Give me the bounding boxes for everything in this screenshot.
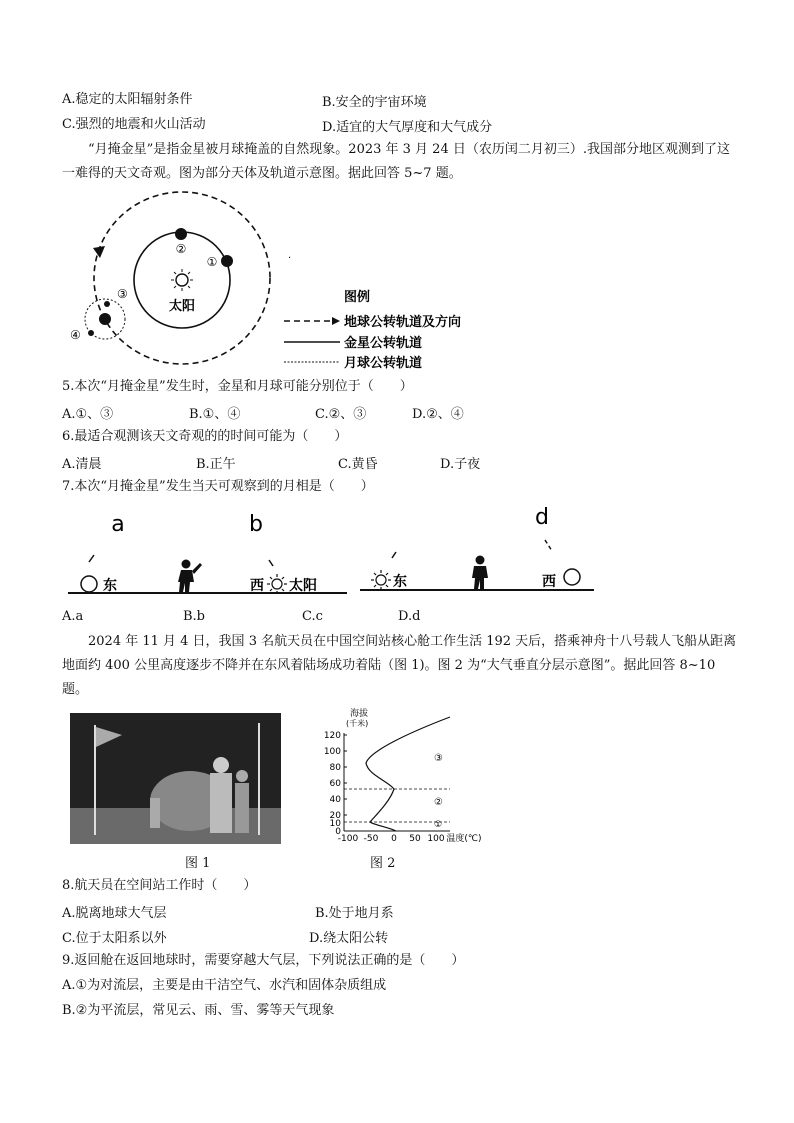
earth-orbit-direction-arrow <box>93 246 105 258</box>
west-label-right: 西 <box>542 574 556 590</box>
svg-text:60: 60 <box>329 779 341 789</box>
svg-text:0: 0 <box>335 827 341 837</box>
phase-label-d: d <box>535 505 549 530</box>
svg-text:120: 120 <box>323 731 341 741</box>
q8-stem: 8.航天员在空间站工作时（ ） <box>62 878 257 893</box>
intro-5-7: “月掩金星”是指金星被月球掩盖的自然现象。2023 年 3 月 24 日（农历闰二月初三）.我国部分地区观测到了这一难得的天文奇观。图为部分天体及轨道示意图。据此回答 5~7 题。 <box>62 142 730 181</box>
sun-icon <box>171 269 193 291</box>
q6-option-d: D.子夜 <box>440 457 481 472</box>
svg-text:10: 10 <box>329 819 341 829</box>
legend-venus-orbit: 金星公转轨道 <box>344 336 423 351</box>
legend-moon-orbit: 月球公转轨道 <box>344 356 423 371</box>
layer-label-2: ② <box>434 797 443 808</box>
q4-option-a: A.稳定的太阳辐射条件 <box>62 92 193 107</box>
moon-d-icon <box>564 569 580 585</box>
moon-phase-diagram <box>62 500 602 605</box>
orbit-diagram <box>60 188 480 373</box>
moon-a-icon <box>81 576 97 592</box>
intro-8-10: 2024 年 11 月 4 日，我国 3 名航天员在中国空间站核心舱工作生活 192 天后，搭乘神舟十八号载人飞船从距离地面约 400 公里高度逐步不降并在东风着陆场成功着陆（图 1)。图 2 为“大气垂直分层示意图”。据此回答 8~10 题。 <box>62 634 737 697</box>
q6-stem: 6.最适合观测该天文奇观的的时间可能为（ ） <box>62 429 348 444</box>
east-label-right: 东 <box>393 574 407 590</box>
sun-label: 太阳 <box>168 299 196 314</box>
svg-text:40: 40 <box>329 795 341 805</box>
marker-3: ③ <box>117 287 128 301</box>
q4-option-d: D.适宜的大气厚度和大气成分 <box>322 120 493 135</box>
earth-dot <box>99 313 111 325</box>
layer-label-1: ① <box>434 820 443 830</box>
legend-earth-orbit: 地球公转轨道及方向 <box>344 315 462 330</box>
q5-option-c: C.②、③ <box>315 407 367 422</box>
q5-stem: 5.本次“月掩金星”发生时，金星和月球可能分别位于（ ） <box>62 379 413 394</box>
q7-option-c: C.c <box>302 609 323 624</box>
y-axis-title-1: 海拔 <box>350 709 369 719</box>
q7-option-d: D.d <box>398 609 421 624</box>
west-label-left: 西 <box>250 578 264 594</box>
q5-option-a: A.①、③ <box>62 407 114 422</box>
legend-title: 图例 <box>344 290 371 305</box>
layer-label-3: ③ <box>434 753 443 764</box>
q7-stem: 7.本次“月掩金星”发生当天可观察到的月相是（ ） <box>62 479 374 494</box>
q6-option-c: C.黄昏 <box>338 457 378 472</box>
q9-option-a: A.①为对流层，主要是由干洁空气、水汽和固体杂质组成 <box>62 978 387 993</box>
svg-text:0: 0 <box>391 834 397 843</box>
svg-text:100: 100 <box>427 834 445 843</box>
phase-label-b: b <box>249 512 263 537</box>
landing-photo <box>70 713 281 844</box>
moon-position-3-dot <box>104 301 110 307</box>
q6-option-a: A.清晨 <box>62 457 102 472</box>
figure-1-caption: 图 1 <box>185 856 211 871</box>
sun-icon-left <box>267 574 287 594</box>
q7-option-a: A.a <box>62 609 84 624</box>
svg-text:80: 80 <box>329 763 341 773</box>
q5-option-b: B.①、④ <box>189 407 241 422</box>
q4-option-c: C.强烈的地震和火山活动 <box>62 117 206 132</box>
q9-stem: 9.返回舱在返回地球时，需要穿越大气层，下列说法正确的是（ ） <box>62 953 465 968</box>
q9-option-b: B.②为平流层，常见云、雨、雪、雾等天气现象 <box>62 1003 335 1018</box>
phase-label-a: a <box>111 512 125 537</box>
svg-text:-50: -50 <box>363 834 379 843</box>
marker-4: ④ <box>70 328 81 342</box>
observer-icon-left <box>178 560 202 593</box>
q4-option-b: B.安全的宇宙环境 <box>322 95 427 110</box>
y-axis-title-2: (千米) <box>346 719 369 728</box>
q8-option-b: B.处于地月系 <box>315 906 394 921</box>
sun-label-left: 太阳 <box>289 578 317 594</box>
venus-position-2-dot <box>175 228 187 240</box>
observer-icon-right <box>472 556 488 590</box>
atmosphere-chart <box>318 703 498 843</box>
q6-option-b: B.正午 <box>196 457 236 472</box>
svg-text:-100: -100 <box>337 834 359 843</box>
east-label-left: 东 <box>103 578 117 594</box>
q7-option-b: B.b <box>183 609 206 624</box>
q5-option-d: D.②、④ <box>412 407 464 422</box>
q8-option-c: C.位于太阳系以外 <box>62 931 167 946</box>
sun-icon-right <box>371 570 391 590</box>
figure-2-caption: 图 2 <box>370 856 396 871</box>
marker-1: ① <box>206 255 218 269</box>
venus-position-1-dot <box>221 255 233 267</box>
x-axis-title: 温度(℃) <box>446 834 482 843</box>
svg-text:100: 100 <box>323 747 341 757</box>
svg-text:.: . <box>288 250 292 261</box>
q8-option-d: D.绕太阳公转 <box>309 931 389 946</box>
moon-position-4-dot <box>88 330 94 336</box>
q8-option-a: A.脱离地球大气层 <box>62 906 167 921</box>
svg-text:20: 20 <box>329 811 341 821</box>
marker-2: ② <box>175 242 187 256</box>
svg-text:50: 50 <box>409 834 421 843</box>
temperature-curve <box>366 717 450 831</box>
